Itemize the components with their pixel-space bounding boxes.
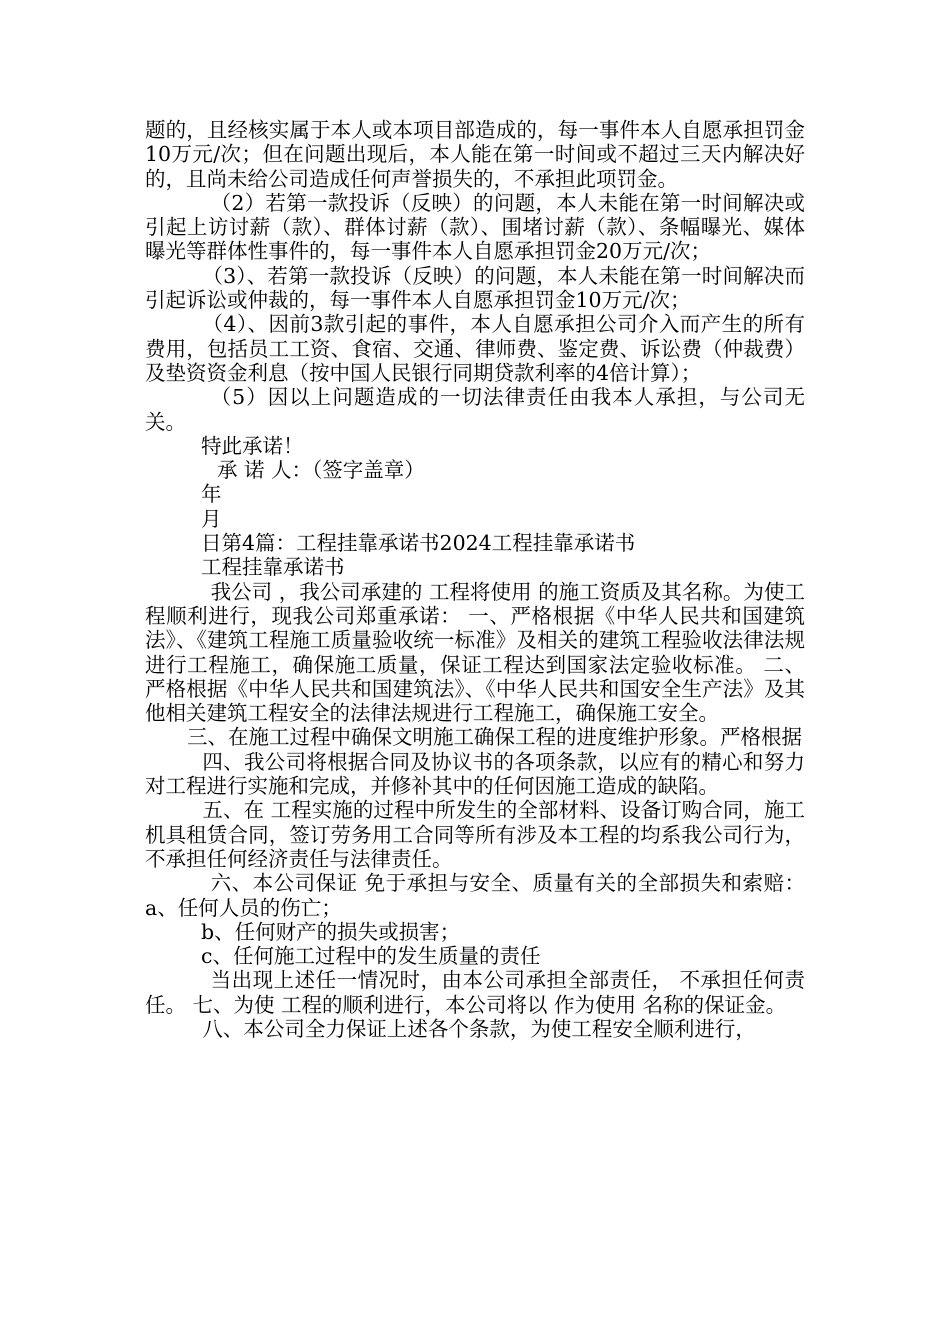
paragraph-item-6: 六、本公司保证 免于承担与安全、质量有关的全部损失和索赔： a、任何人员的伤亡； xyxy=(145,871,805,920)
list-item-b: b、任何财产的损失或损害； xyxy=(201,919,461,944)
paragraph-penalty-continued: 题的，且经核实属于本人或本项目部造成的，每一事件本人自愿承担罚金10万元/次；但在问题出现后，本人能在第一时间或不超过三天内解决好的，且尚未给公司造成任何声誉损失的，不承担此项罚金。 xyxy=(145,118,805,191)
date-day-and-section-heading: 日第4篇：工程挂靠承诺书2024工程挂靠承诺书 xyxy=(201,531,636,556)
paragraph-item-8: 八、本公司全力保证上述各个条款，为使工程安全顺利进行， xyxy=(202,1016,756,1041)
signatory-line: 承 诺 人：（签字盖章） xyxy=(217,458,425,483)
paragraph-item-5: 五、在 工程实施的过程中所发生的全部材料、设备订购合同，施工机具租赁合同，签订劳务用工合同等所有涉及本工程的均系我公司行为， 不承担任何经济责任与法律责任。 xyxy=(145,798,805,871)
paragraph-responsibility: 当出现上述任一情况时，由本公司承担全部责任， 不承担任何责任。 七、为使 工程的顺利进行，本公司将以 作为使用 名称的保证金。 xyxy=(145,968,805,1017)
paragraph-clause-5: （5）因以上问题造成的一切法律责任由我本人承担，与公司无关。 xyxy=(145,385,805,434)
paragraph-item-3: 三、在施工过程中确保文明施工确保工程的进度维护形象。严格根据 xyxy=(187,725,803,750)
date-year: 年 xyxy=(201,482,222,507)
closing-statement: 特此承诺！ xyxy=(201,433,304,458)
paragraph-commitment-intro: 我公司 ，我公司承建的 工程将使用 的施工资质及其名称。为使工程顺利进行，现我公司郑重承诺： 一、严格根据《中华人民共和国建筑法》、《建筑工程施工质量验收统一标准》及相关的建筑工程验收法律法规进行工程施工，确保施工质量，保证工程达到国家法定验收标准。 二、严格根据《中华人民共和国建筑法》、《中华人民共和国安全生产法》及其他相关建筑工程安全的法律法规进行工程施工，确保施工安全。 xyxy=(145,579,805,726)
document-body xyxy=(145,118,805,1041)
paragraph-clause-4: （4）、因前3款引起的事件，本人自愿承担公司介入而产生的所有费用，包括员工工资、食宿、交通、律师费、鉴定费、诉讼费（仲裁费）及垫资资金利息（按中国人民银行同期贷款利率的4倍计算）； xyxy=(145,312,805,385)
paragraph-clause-2: （2）若第一款投诉（反映）的问题，本人未能在第一时间解决或引起上访讨薪（款）、群体讨薪（款）、围堵讨薪（款）、条幅曝光、媒体曝光等群体性事件的，每一事件本人自愿承担罚金20万元/次； xyxy=(145,190,805,264)
list-item-c: c、任何施工过程中的发生质量的责任 xyxy=(201,944,541,969)
date-month: 月 xyxy=(201,506,222,531)
document-title: 工程挂靠承诺书 xyxy=(201,555,345,580)
paragraph-clause-3: （3）、若第一款投诉（反映）的问题，本人未能在第一时间解决而引起诉讼或仲裁的，每一事件本人自愿承担罚金10万元/次； xyxy=(145,263,805,313)
paragraph-item-4: 四、我公司将根据合同及协议书的各项条款，以应有的精心和努力对工程进行实施和完成，并修补其中的任何因施工造成的缺陷。 xyxy=(145,749,805,799)
